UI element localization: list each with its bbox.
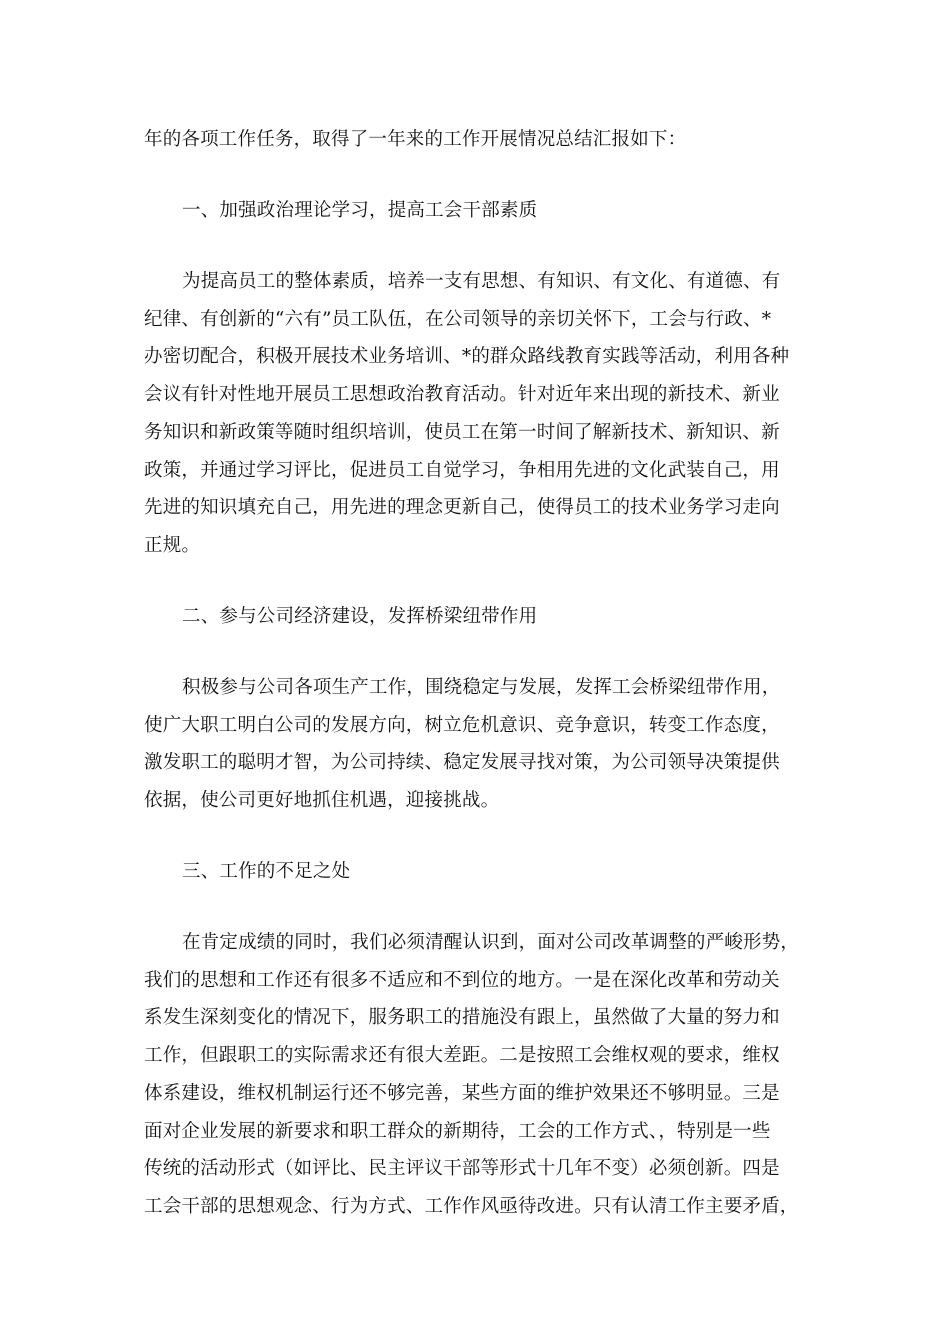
text-line: 务知识和新政策等随时组织培训，使员工在第一时间了解新技术、新知识、新 bbox=[144, 422, 780, 443]
text-line: 我们的思想和工作还有很多不适应和不到位的地方。一是在深化改革和劳动关 bbox=[144, 970, 780, 991]
section-heading-1: 一、加强政治理论学习，提高工会干部素质 bbox=[182, 200, 538, 221]
text-line: 为提高员工的整体素质，培养一支有思想、有知识、有文化、有道德、有 bbox=[182, 271, 781, 292]
text-line: 会议有针对性地开展员工思想政治教育活动。针对近年来出现的新技术、新业 bbox=[144, 384, 780, 405]
text-line: 纪律、有创新的“六有”员工队伍，在公司领导的亲切关怀下，工会与行政、* bbox=[144, 309, 772, 330]
text-line: 年的各项工作任务，取得了一年来的工作开展情况总结汇报如下： bbox=[144, 129, 687, 150]
text-line: 先进的知识填充自己，用先进的理念更新自己，使得员工的技术业务学习走向 bbox=[144, 497, 780, 518]
text-line: 面对企业发展的新要求和职工群众的新期待，工会的工作方式、，特别是一些 bbox=[144, 1121, 771, 1142]
text-line: 积极参与公司各项生产工作，围绕稳定与发展，发挥工会桥梁纽带作用， bbox=[182, 677, 781, 698]
text-line: 依据，使公司更好地抓住机遇，迎接挑战。 bbox=[144, 790, 500, 811]
text-line: 办密切配合，积极开展技术业务培训、*的群众路线教育实践等活动，利用各种 bbox=[144, 346, 790, 367]
text-line: 体系建设，维权机制运行还不够完善，某些方面的维护效果还不够明显。三是 bbox=[144, 1083, 780, 1104]
text-line: 工作，但跟职工的实际需求还有很大差距。二是按照工会维权观的要求，维权 bbox=[144, 1045, 780, 1066]
section-heading-2: 二、参与公司经济建设，发挥桥梁纽带作用 bbox=[182, 606, 538, 627]
text-line: 在肯定成绩的同时，我们必须清醒认识到，面对公司改革调整的严峻形势， bbox=[182, 932, 800, 953]
text-line: 使广大职工明白公司的发展方向，树立危机意识、竞争意识，转变工作态度， bbox=[144, 715, 780, 736]
text-line: 政策，并通过学习评比，促进员工自觉学习，争相用先进的文化武装自己，用 bbox=[144, 460, 780, 481]
text-line: 激发职工的聪明才智，为公司持续、稳定发展寻找对策，为公司领导决策提供 bbox=[144, 752, 780, 773]
text-line: 工会干部的思想观念、行为方式、工作作风亟待改进。只有认清工作主要矛盾， bbox=[144, 1196, 799, 1217]
text-line: 传统的活动形式（如评比、民主评议干部等形式十几年不变）必须创新。四是 bbox=[144, 1158, 780, 1179]
section-heading-3: 三、工作的不足之处 bbox=[182, 861, 351, 882]
text-line: 系发生深刻变化的情况下，服务职工的措施没有跟上，虽然做了大量的努力和 bbox=[144, 1007, 780, 1028]
text-line: 正规。 bbox=[144, 535, 201, 556]
